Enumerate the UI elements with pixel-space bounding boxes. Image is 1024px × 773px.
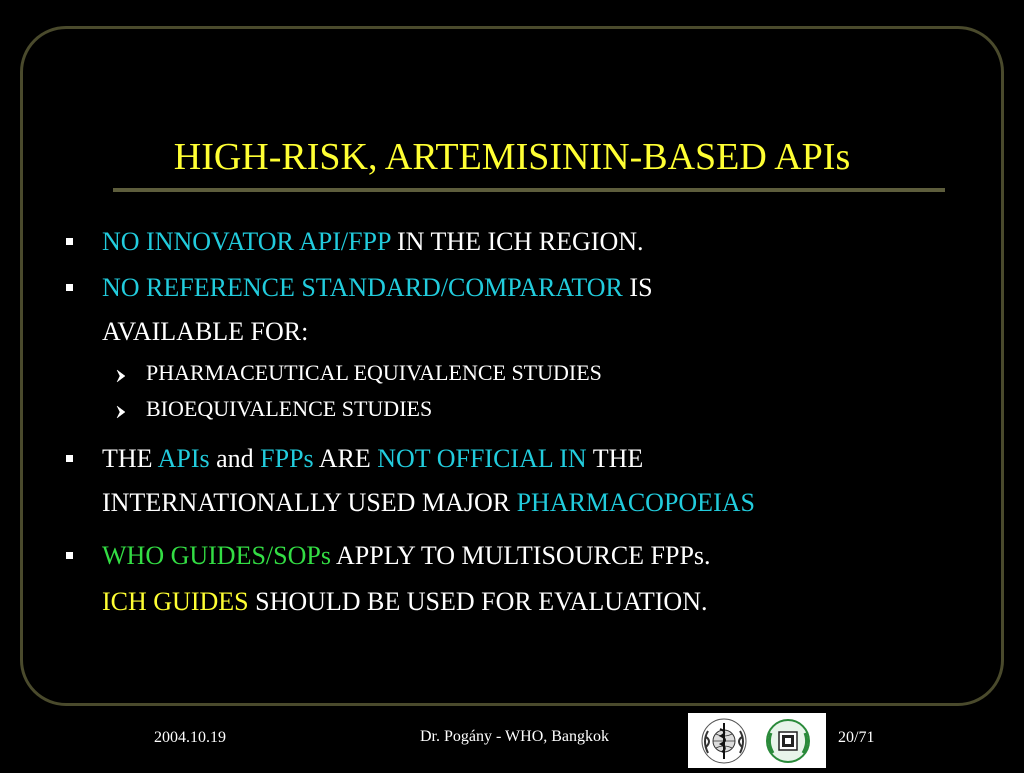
slide-title: HIGH-RISK, ARTEMISININ-BASED APIs [173,136,851,178]
bullet-4-line-1 [102,539,711,573]
bullet-4-text: APPLY TO MULTISOURCE FPPs. [330,541,711,570]
arrow-bullet-icon [116,369,128,383]
bullet-square-icon [66,455,73,462]
bullet-3-text: ARE [313,444,378,473]
bullet-1-highlight: NO INNOVATOR API/FPP [102,227,391,256]
logos-graphic [688,713,826,768]
bullet-square-icon [66,284,73,291]
bullet-4-highlight: WHO GUIDES/SOPs [102,541,331,570]
bullet-3-text: INTERNATIONALLY USED MAJOR [102,488,517,517]
arrow-bullet-icon [116,405,128,419]
bullet-3-highlight: NOT OFFICIAL IN [377,444,587,473]
bullet-3-highlight: FPPs [260,444,314,473]
bullet-4-highlight: ICH GUIDES [102,587,249,616]
bullet-2-text: IS [622,273,653,302]
bullet-3-line-2 [102,486,755,520]
bullet-3-line-1 [102,442,643,476]
title-divider [113,188,945,192]
bullet-2-highlight: NO REFERENCE STANDARD/COMPARATOR [102,273,623,302]
who-emblem-logo [702,719,746,763]
bullet-4-line-2 [102,585,707,619]
bullet-square-icon [66,552,73,559]
bullet-3-text: THE [102,444,158,473]
bullet-3-text: THE [586,444,644,473]
footer-page-number: 20/71 [838,729,875,746]
sub-bullet-2: BIOEQUIVALENCE STUDIES [146,396,433,421]
bullet-3-highlight: PHARMACOPOEIAS [516,488,755,517]
bullet-2-line-2: AVAILABLE FOR: [102,317,309,346]
bullet-2-line-1 [102,271,653,305]
footer-author: Dr. Pogány - WHO, Bangkok [420,728,610,745]
bullet-4-text: SHOULD BE USED FOR EVALUATION. [248,587,708,616]
bullet-3-highlight: APIs [157,444,210,473]
footer-date: 2004.10.19 [154,729,226,746]
bullet-3-text: and [209,444,261,473]
bullet-square-icon [66,238,73,245]
sub-bullet-1: PHARMACEUTICAL EQUIVALENCE STUDIES [146,360,602,385]
bullet-1 [102,225,644,259]
un-emblem-logo [767,720,809,762]
logo-panel [688,713,826,768]
bullet-1-text: IN THE ICH REGION. [390,227,644,256]
